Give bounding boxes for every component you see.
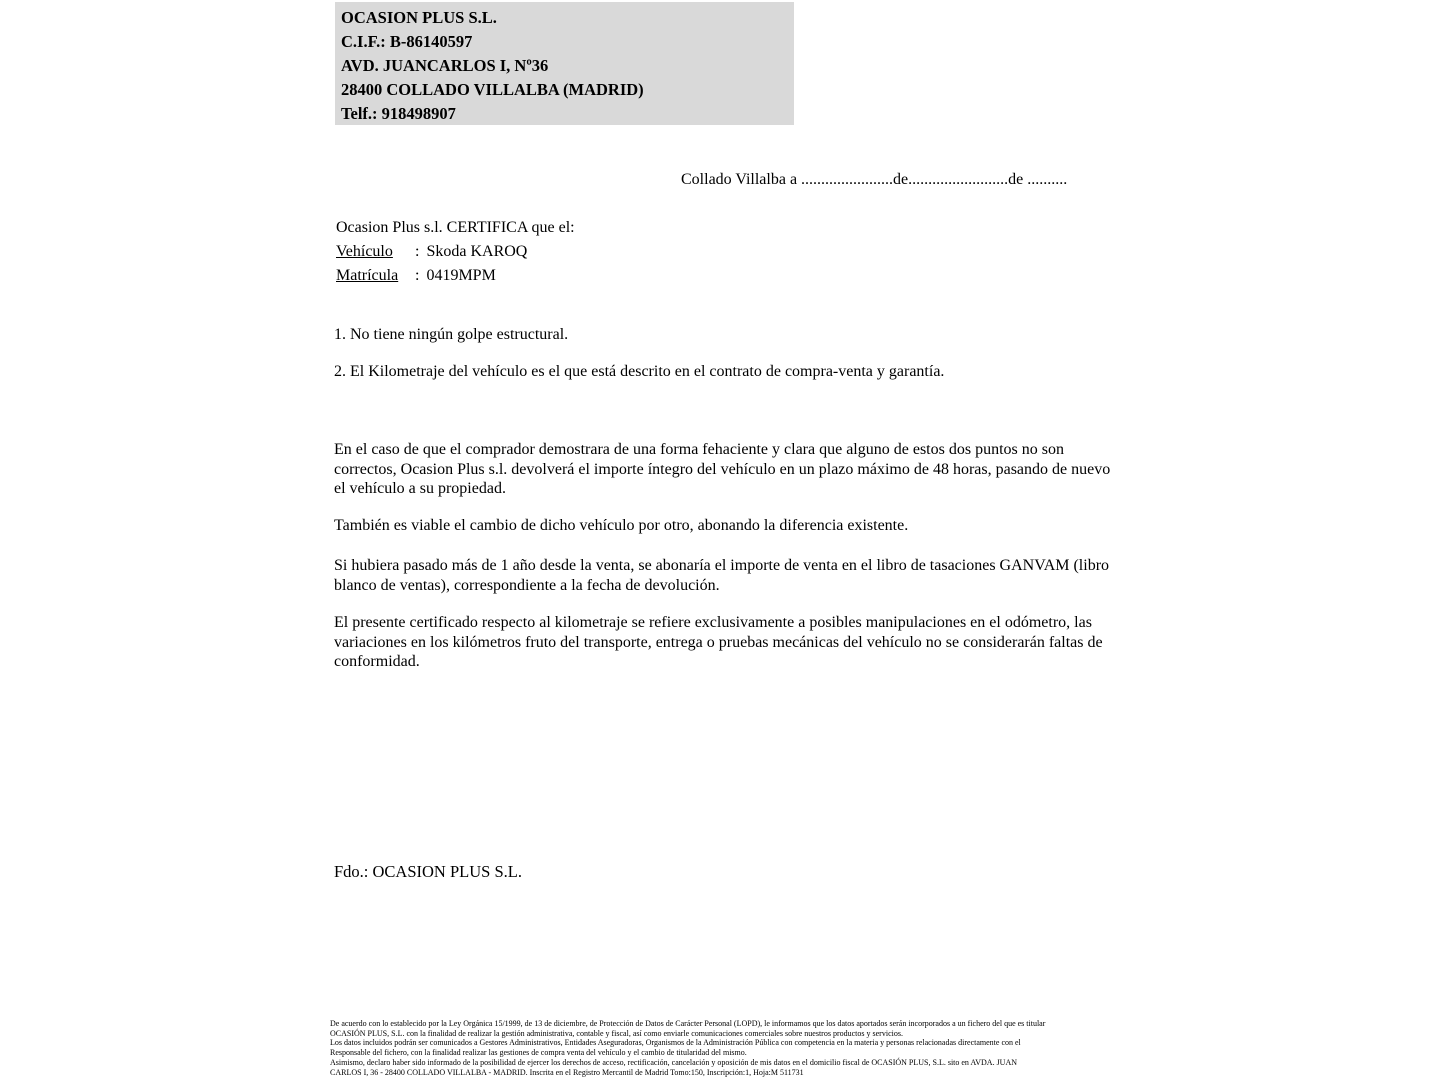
paragraph-ganvam-valuation: Si hubiera pasado más de 1 año desde la venta, se abonaría el importe de venta en el libro de tasaciones GANVAM (libro blanco de ventas), correspondiente a la fecha de devolución.: [334, 557, 1110, 594]
certificate-header: [336, 216, 575, 288]
signature-line: Fdo.: OCASION PLUS S.L.: [334, 862, 522, 881]
company-city: 28400 COLLADO VILLALBA (MADRID): [341, 80, 644, 99]
vehicle-field-label: Vehículo: [336, 243, 393, 260]
company-phone: Telf.: 918498907: [341, 104, 456, 123]
plate-field-separator: :: [415, 267, 420, 284]
company-info-box: [335, 2, 794, 125]
paragraph-refund-policy: En el caso de que el comprador demostrara de una forma fehaciente y clara que alguno de estos dos puntos no son correctos, Ocasion Plus s.l. devolverá el importe íntegro del vehículo en un plazo máximo de 48 horas, pasando de nuevo el vehículo a su propiedad.: [334, 441, 1111, 498]
legal-line: Asimismo, declaro haber sido informado de la posibilidad de ejercer los derechos de acceso, rectificación, cancelación y oposición de mis datos en el domicilio fiscal de OCASIÓN PLUS, S.L. sito en AVDA. JUAN: [330, 1057, 1018, 1067]
legal-line: Los datos incluidos podrán ser comunicados a Gestores Administrativos, Entidades Aseguradoras, Organismos de la Administración Pública con competencia en la materia y personas relacionadas directamente con el: [330, 1038, 1021, 1048]
company-address: AVD. JUANCARLOS I, Nº36: [341, 56, 549, 75]
clause-2: 2. El Kilometraje del vehículo es el que está descrito en el contrato de compra-venta y garantía.: [334, 363, 945, 380]
plate-field-value: 0419MPM: [426, 267, 496, 284]
plate-field-row: [336, 264, 575, 288]
company-name: OCASION PLUS S.L.: [341, 8, 497, 27]
paragraph-exchange-policy: También es viable el cambio de dicho vehículo por otro, abonando la diferencia existente.: [334, 517, 909, 534]
legal-line: OCASIÓN PLUS, S.L. con la finalidad de realizar la gestión administrativa, contable y fiscal, así como enviarle comunicaciones comerciales sobre nuestros productos y servicios.: [330, 1028, 903, 1038]
clause-1: 1. No tiene ningún golpe estructural.: [334, 326, 569, 343]
vehicle-field-value: Skoda KAROQ: [426, 243, 528, 260]
paragraph-odometer-disclaimer: El presente certificado respecto al kilometraje se refiere exclusivamente a posibles manipulaciones en el odómetro, las variaciones en los kilómetros fruto del transporte, entrega o pruebas mecánicas del vehículo no se considerarán faltas de conformidad.: [334, 614, 1103, 671]
vehicle-field-row: [336, 240, 575, 264]
legal-fine-print: [330, 1019, 1120, 1077]
legal-line: De acuerdo con lo establecido por la Ley Orgánica 15/1999, de 13 de diciembre, de Protección de Datos de Carácter Personal (LOPD), le informamos que los datos aportados serán incorporados a un fichero del que es titular: [330, 1019, 1046, 1028]
legal-line: Responsable del fichero, con la finalidad realizar las gestiones de compra venta del vehículo y el cambio de titularidad del mismo.: [330, 1048, 747, 1058]
date-line: Collado Villalba a .......................de.........................de ..........: [681, 171, 1068, 188]
plate-field-label: Matrícula: [336, 267, 399, 284]
company-cif: C.I.F.: B-86140597: [341, 32, 473, 51]
certify-intro: Ocasion Plus s.l. CERTIFICA que el:: [336, 219, 575, 236]
legal-line: CARLOS I, 36 - 28400 COLLADO VILLALBA - MADRID. Inscrita en el Registro Mercantil de Madrid Tomo:150, Inscripción:1, Hoja:M 511731: [330, 1067, 804, 1077]
vehicle-field-separator: :: [415, 243, 420, 260]
